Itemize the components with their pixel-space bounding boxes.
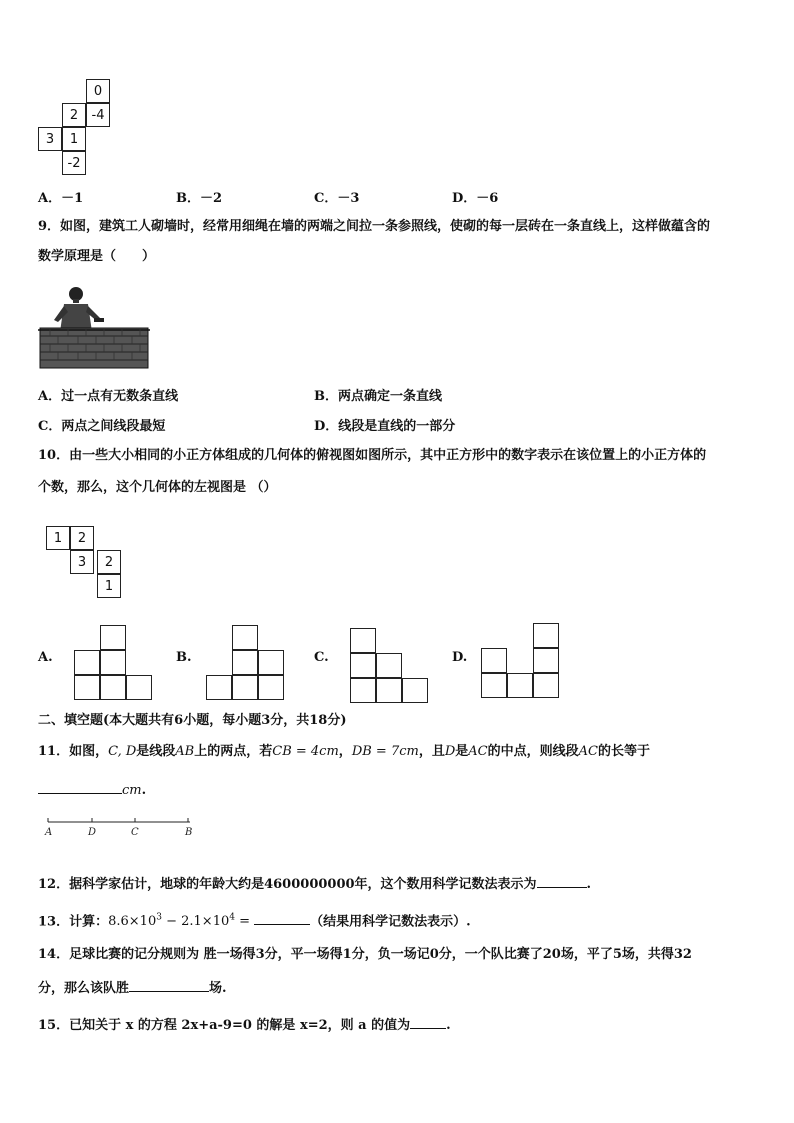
net-cell: 3 bbox=[38, 127, 62, 151]
q9-stem-line1: 9．如图，建筑工人砌墙时，经常用细绳在墙的两端之间拉一条参照线，使砌的每一层砖在一条直线上，这样做蕴含的 bbox=[38, 219, 711, 234]
q12-answer-blank[interactable] bbox=[537, 873, 587, 888]
section-2-title: 二、填空题(本大题共有6小题，每小题3分，共18分) bbox=[38, 713, 347, 728]
q9-option-b[interactable]: B．两点确定一条直线 bbox=[314, 389, 442, 404]
q10-option-b-label[interactable]: B. bbox=[176, 650, 192, 665]
q9-stem-line2: 数学原理是（ ） bbox=[38, 249, 156, 264]
q10-option-a-label[interactable]: A. bbox=[38, 650, 53, 665]
point-c-label: C bbox=[131, 827, 139, 838]
q13-answer-blank[interactable] bbox=[254, 910, 310, 925]
q12-stem: 12．据科学家估计，地球的年龄大约是4600000000年，这个数用科学记数法表示为 . bbox=[38, 873, 591, 894]
top-view-cell: 2 bbox=[97, 550, 121, 574]
top-view-cell: 1 bbox=[46, 526, 70, 550]
net-cell: -4 bbox=[86, 103, 110, 127]
q11-answer-line: cm. bbox=[38, 779, 146, 800]
bricklayer-illustration bbox=[38, 286, 150, 370]
top-view-cell: 3 bbox=[70, 550, 94, 574]
net-cell: 0 bbox=[86, 79, 110, 103]
q11-answer-blank[interactable] bbox=[38, 779, 122, 794]
q8-option-b[interactable]: B．－2 bbox=[176, 191, 223, 206]
q10-stem-line1: 10．由一些大小相同的小正方体组成的几何体的俯视图如图所示，其中正方形中的数字表示在该位置上的小正方体的 bbox=[38, 448, 707, 463]
q8-option-a[interactable]: A．－1 bbox=[38, 191, 84, 206]
q10-option-c-label[interactable]: C. bbox=[314, 650, 329, 665]
q11-segment-figure bbox=[40, 816, 200, 840]
q14-answer-blank[interactable] bbox=[129, 977, 209, 992]
q14-stem-line1: 14．足球比赛的记分规则为 胜一场得3分，平一场得1分，负一场记0分，一个队比赛了20场，平了5场，共得32 bbox=[38, 947, 692, 962]
q8-option-d[interactable]: D．－6 bbox=[452, 191, 499, 206]
q9-option-d[interactable]: D．线段是直线的一部分 bbox=[314, 419, 456, 434]
net-cell: 1 bbox=[62, 127, 86, 151]
top-view-cell: 2 bbox=[70, 526, 94, 550]
q15-stem: 15．已知关于 x 的方程 2x+a-9=0 的解是 x=2，则 a 的值为 . bbox=[38, 1014, 451, 1035]
q9-option-a[interactable]: A．过一点有无数条直线 bbox=[38, 389, 179, 404]
q10-stem-line2: 个数，那么，这个几何体的左视图是 （） bbox=[38, 480, 277, 495]
q15-answer-blank[interactable] bbox=[410, 1014, 446, 1029]
point-d-label: D bbox=[88, 827, 97, 838]
top-view-cell: 1 bbox=[97, 574, 121, 598]
q8-option-c[interactable]: C．－3 bbox=[314, 191, 360, 206]
q9-option-c[interactable]: C．两点之间线段最短 bbox=[38, 419, 166, 434]
q13-stem: 13．计算：$8.6\times 10^3 - 2.1\times 10^4$ = （结果用科学记数法表示）. bbox=[38, 909, 471, 931]
q11-stem: 11．如图，C, D是线段AB上的两点，若CB = 4cm，DB = 7cm，且D是AC的中点，则线段AC的长等于 bbox=[38, 744, 651, 759]
q10-option-d-label[interactable]: D. bbox=[452, 650, 468, 665]
point-a-label: A bbox=[45, 827, 53, 838]
point-b-label: B bbox=[185, 827, 193, 838]
net-cell: 2 bbox=[62, 103, 86, 127]
net-cell: -2 bbox=[62, 151, 86, 175]
q14-stem-line2: 分，那么该队胜 场. bbox=[38, 977, 227, 998]
